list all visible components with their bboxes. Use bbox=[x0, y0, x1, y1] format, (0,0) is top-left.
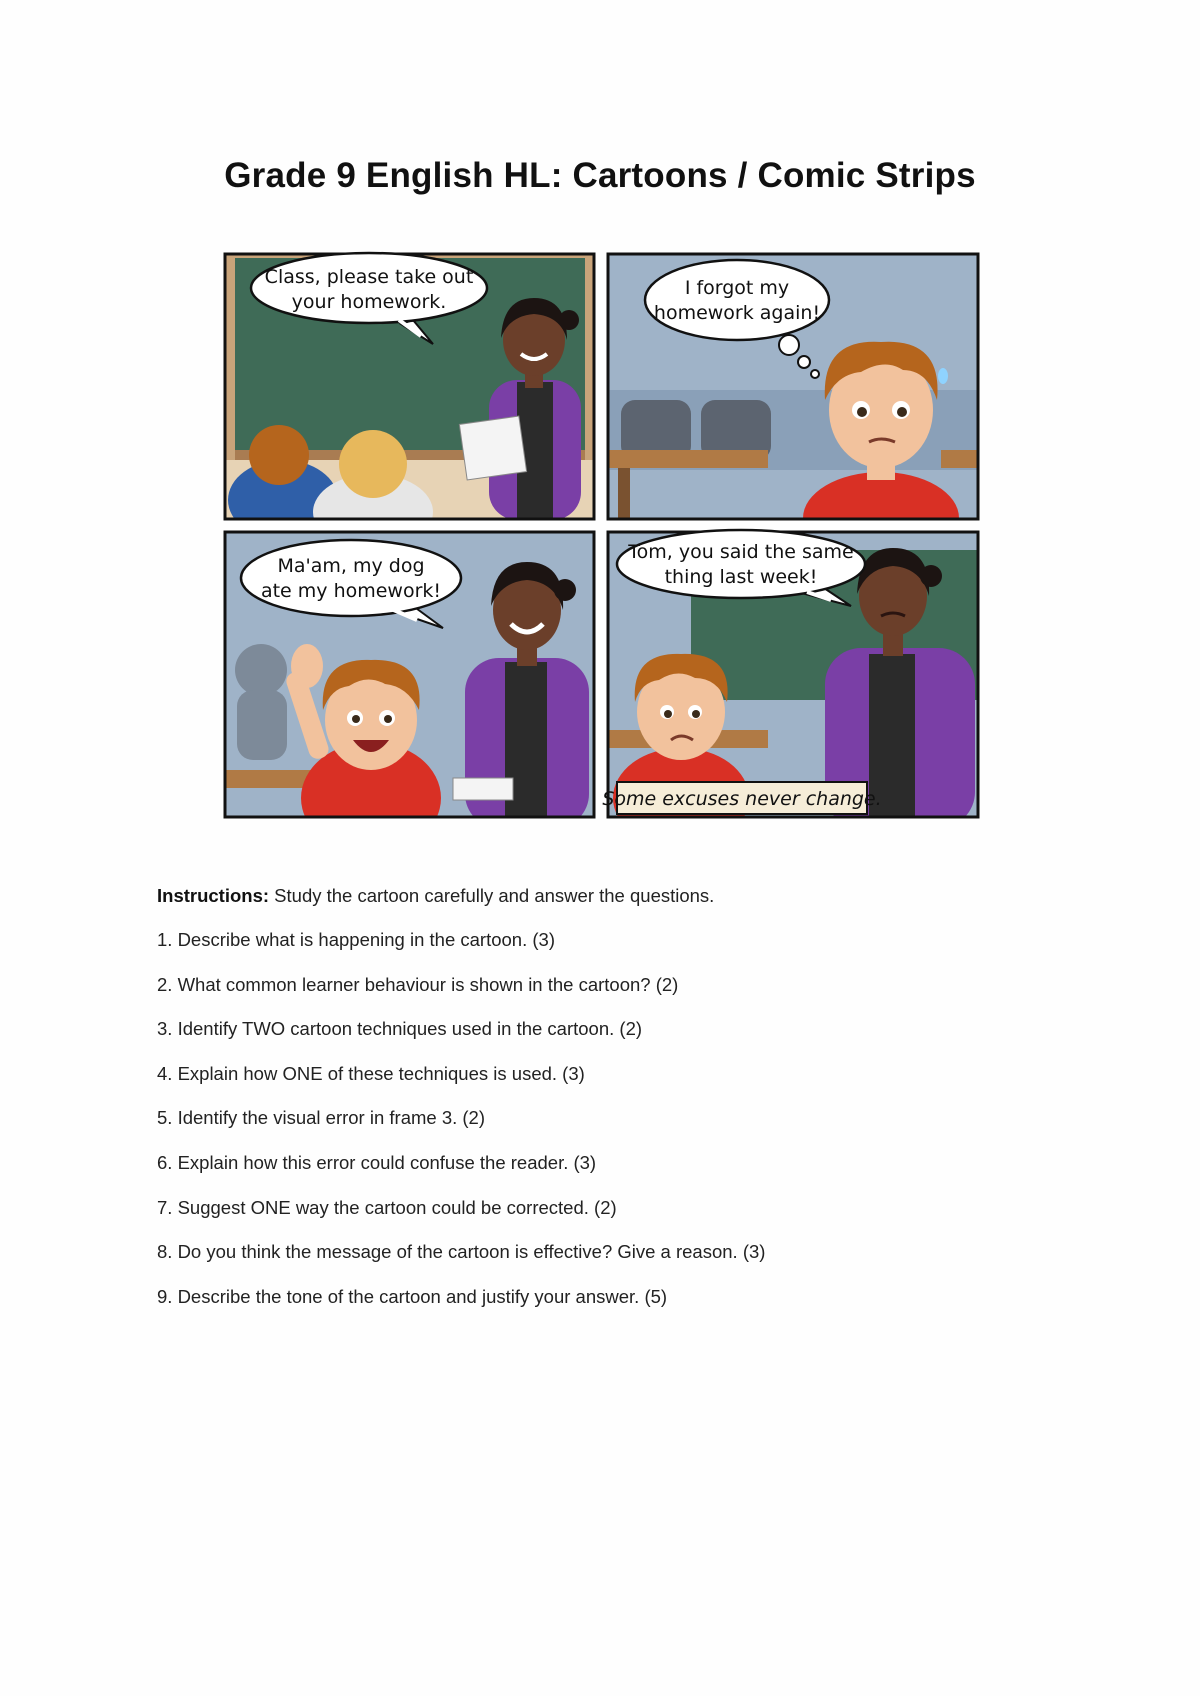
question-9: 9. Describe the tone of the cartoon and justify your answer. (5) bbox=[157, 1285, 668, 1307]
speech-bubble-4-line-2: thing last week! bbox=[664, 566, 818, 588]
question-7: 7. Suggest ONE way the cartoon could be corrected. (2) bbox=[157, 1196, 617, 1218]
caption-text: Some excuses never change. bbox=[602, 788, 882, 810]
question-8: 8. Do you think the message of the cartoon is effective? Give a reason. (3) bbox=[157, 1241, 766, 1263]
speech-bubble-3-line-1: Ma'am, my dog bbox=[277, 555, 425, 577]
speech-bubble-3-line-2: ate my homework! bbox=[260, 580, 442, 602]
thought-bubble-2-line-2: homework again! bbox=[653, 302, 821, 324]
comic-illustration bbox=[221, 250, 989, 822]
question-4: 4. Explain how ONE of these techniques is used. (3) bbox=[157, 1062, 585, 1084]
comic-panel-4 bbox=[602, 530, 978, 822]
comic-strip bbox=[221, 250, 989, 822]
page-title: Grade 9 English HL: Cartoons / Comic Strips bbox=[224, 156, 976, 195]
question-3: 3. Identify TWO cartoon techniques used in the cartoon. (2) bbox=[157, 1018, 643, 1040]
worksheet-content bbox=[157, 884, 1057, 1329]
question-2: 2. What common learner behaviour is shown in the cartoon? (2) bbox=[157, 973, 679, 995]
thought-bubble-2-line-1: I forgot my bbox=[684, 277, 790, 299]
caption-box bbox=[602, 782, 881, 814]
instructions-label: Instructions: bbox=[157, 885, 270, 906]
question-1: 1. Describe what is happening in the cartoon. (3) bbox=[157, 929, 555, 950]
speech-bubble-1-line-1: Class, please take out bbox=[264, 266, 474, 288]
comic-panel-2 bbox=[608, 254, 978, 564]
instructions-text: Study the cartoon carefully and answer the questions. bbox=[269, 885, 715, 906]
comic-panel-3 bbox=[225, 532, 594, 822]
speech-bubble-1-line-2: your homework. bbox=[291, 291, 447, 313]
question-5: 5. Identify the visual error in frame 3. (2) bbox=[157, 1107, 485, 1129]
instructions bbox=[157, 884, 1057, 928]
speech-bubble-4-line-1: Tom, you said the same bbox=[628, 541, 854, 563]
comic-panel-1 bbox=[225, 253, 594, 550]
question-6: 6. Explain how this error could confuse the reader. (3) bbox=[157, 1151, 597, 1173]
